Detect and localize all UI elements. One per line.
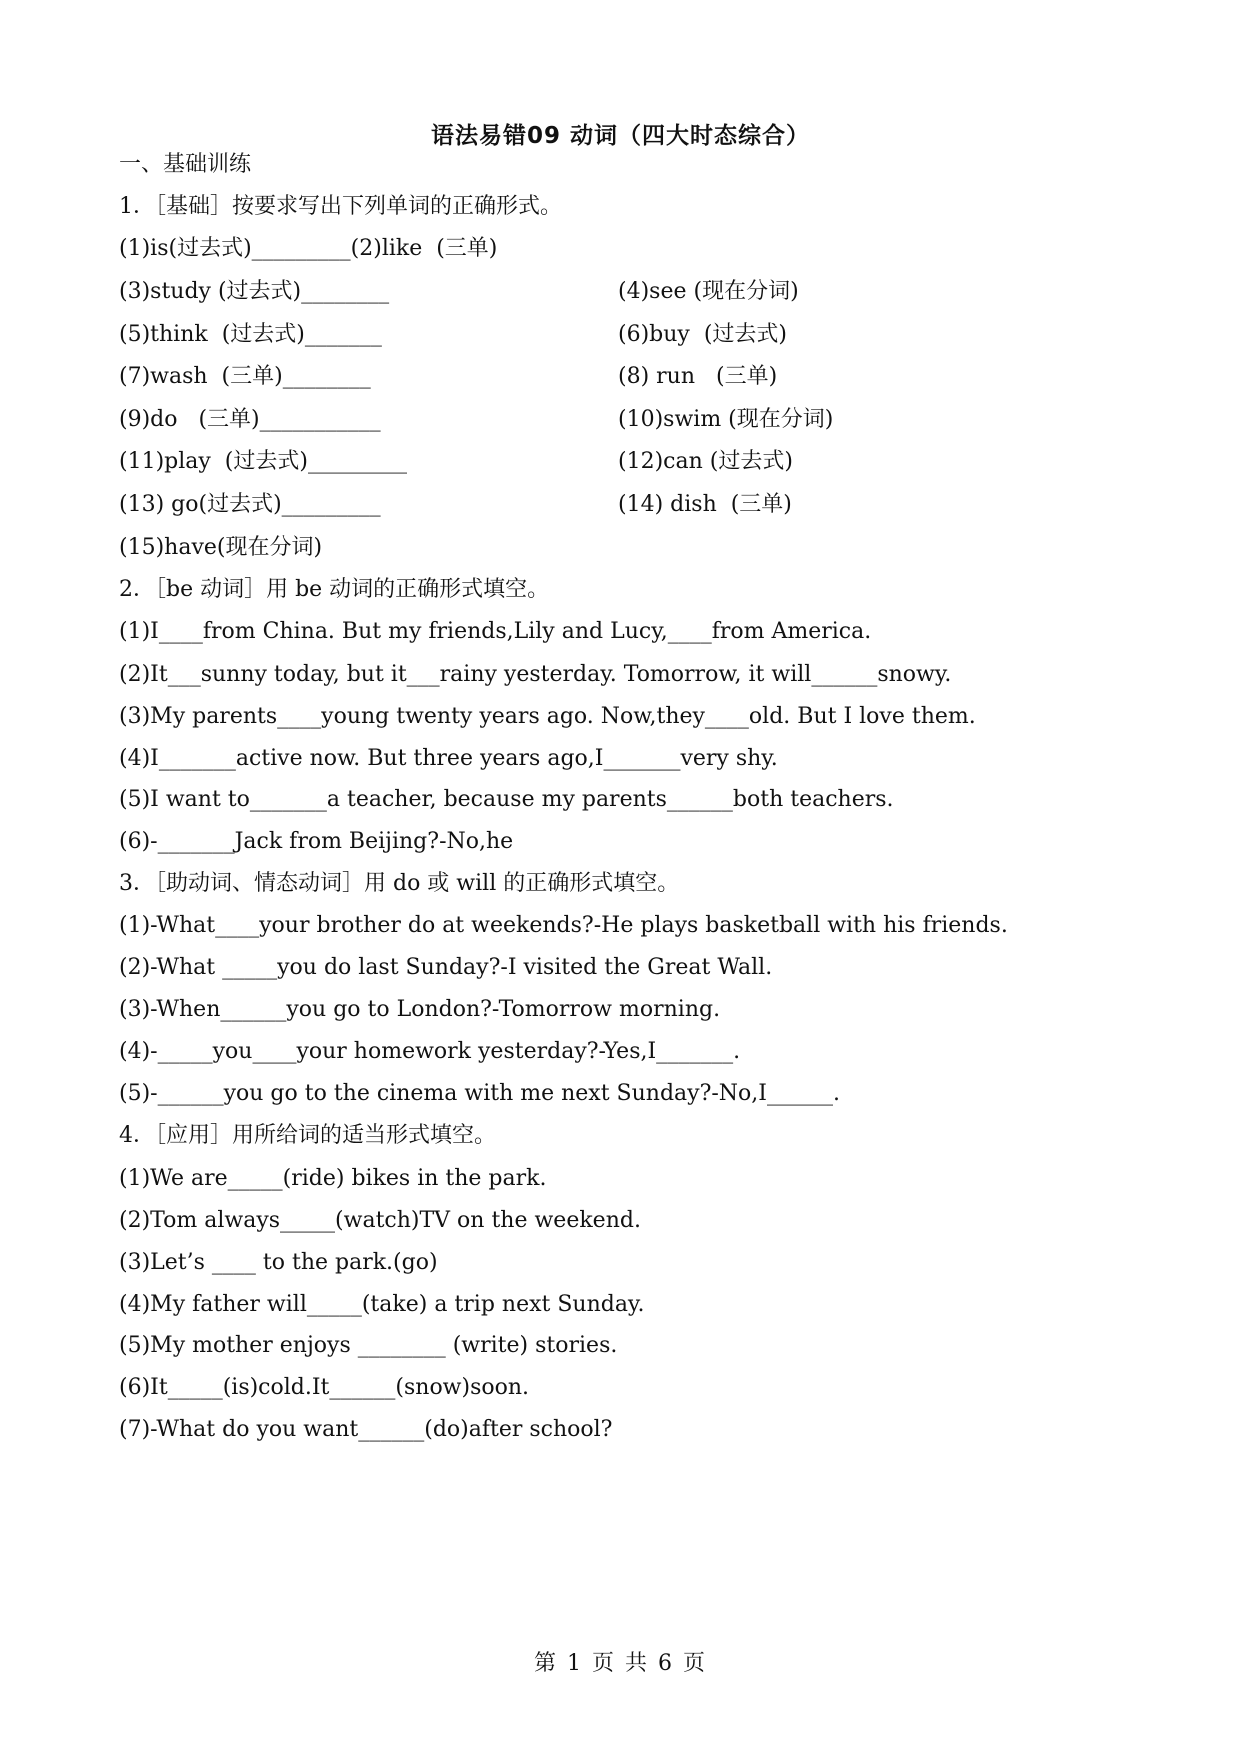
q3-item-4: (4)-_____you____your homework yesterday?-Yes,I_______. [119, 1039, 741, 1064]
q1-item-10: (10)swim (现在分词) [618, 407, 834, 432]
q4-item-2: (2)Tom always_____(watch)TV on the weekend. [119, 1208, 641, 1233]
q2-item-1: (1)I____from China. But my friends,Lily and Lucy,____from America. [119, 619, 872, 644]
q1-item-8: (8) run (三单) [618, 364, 778, 389]
q3-item-5: (5)-______you go to the cinema with me next Sunday?-No,I______. [119, 1081, 840, 1106]
q3-item-1: (1)-What____your brother do at weekends?-He plays basketball with his friends. [119, 913, 1008, 938]
q1-item-15: (15)have(现在分词) [119, 535, 323, 560]
q1-item-5: (5)think (过去式)_______ [119, 322, 382, 347]
q3-heading: 3．［助动词、情态动词］用 do 或 will 的正确形式填空。 [119, 871, 680, 896]
q1-item-13: (13) go(过去式)_________ [119, 492, 381, 517]
q2-item-5: (5)I want to_______a teacher, because my parents______both teachers. [119, 787, 894, 812]
q2-item-6: (6)-_______Jack from Beijing?-No,he [119, 829, 514, 854]
q1-item-3: (3)study (过去式)________ [119, 279, 390, 304]
q2-item-3: (3)My parents____young twenty years ago. Now,they____old. But I love them. [119, 704, 976, 729]
q1-heading: 1．［基础］按要求写出下列单词的正确形式。 [119, 194, 562, 219]
q4-item-7: (7)-What do you want______(do)after school? [119, 1417, 613, 1442]
q1-item-11: (11)play (过去式)_________ [119, 449, 407, 474]
q1-item-7: (7)wash (三单)________ [119, 364, 371, 389]
q4-item-4: (4)My father will_____(take) a trip next Sunday. [119, 1292, 645, 1317]
q2-heading: 2．［be 动词］用 be 动词的正确形式填空。 [119, 577, 550, 602]
q1-item-6: (6)buy (过去式) [618, 322, 787, 347]
q1-item-4: (4)see (现在分词) [618, 279, 799, 304]
q1-item-1-2: (1)is(过去式)_________(2)like (三单) [119, 236, 498, 261]
q4-item-6: (6)It_____(is)cold.It______(snow)soon. [119, 1375, 530, 1400]
q1-item-14: (14) dish (三单) [618, 492, 792, 517]
q3-item-2: (2)-What _____you do last Sunday?-I visited the Great Wall. [119, 955, 773, 980]
section-heading: 一、基础训练 [119, 152, 252, 177]
q1-item-12: (12)can (过去式) [618, 449, 793, 474]
q4-item-5: (5)My mother enjoys ________ (write) stories. [119, 1333, 618, 1358]
page-title: 语法易错09 动词（四大时态综合） [430, 123, 810, 149]
q4-item-3: (3)Let’s ____ to the park.(go) [119, 1250, 438, 1275]
q1-item-9: (9)do (三单)___________ [119, 407, 381, 432]
q4-heading: 4．［应用］用所给词的适当形式填空。 [119, 1123, 496, 1148]
q3-item-3: (3)-When______you go to London?-Tomorrow morning. [119, 997, 721, 1022]
q2-item-2: (2)It___sunny today, but it___rainy yesterday. Tomorrow, it will______snowy. [119, 662, 952, 687]
q4-item-1: (1)We are_____(ride) bikes in the park. [119, 1166, 547, 1191]
page-footer: 第 1 页 共 6 页 [534, 1651, 707, 1676]
q2-item-4: (4)I_______active now. But three years ago,I_______very shy. [119, 746, 778, 771]
